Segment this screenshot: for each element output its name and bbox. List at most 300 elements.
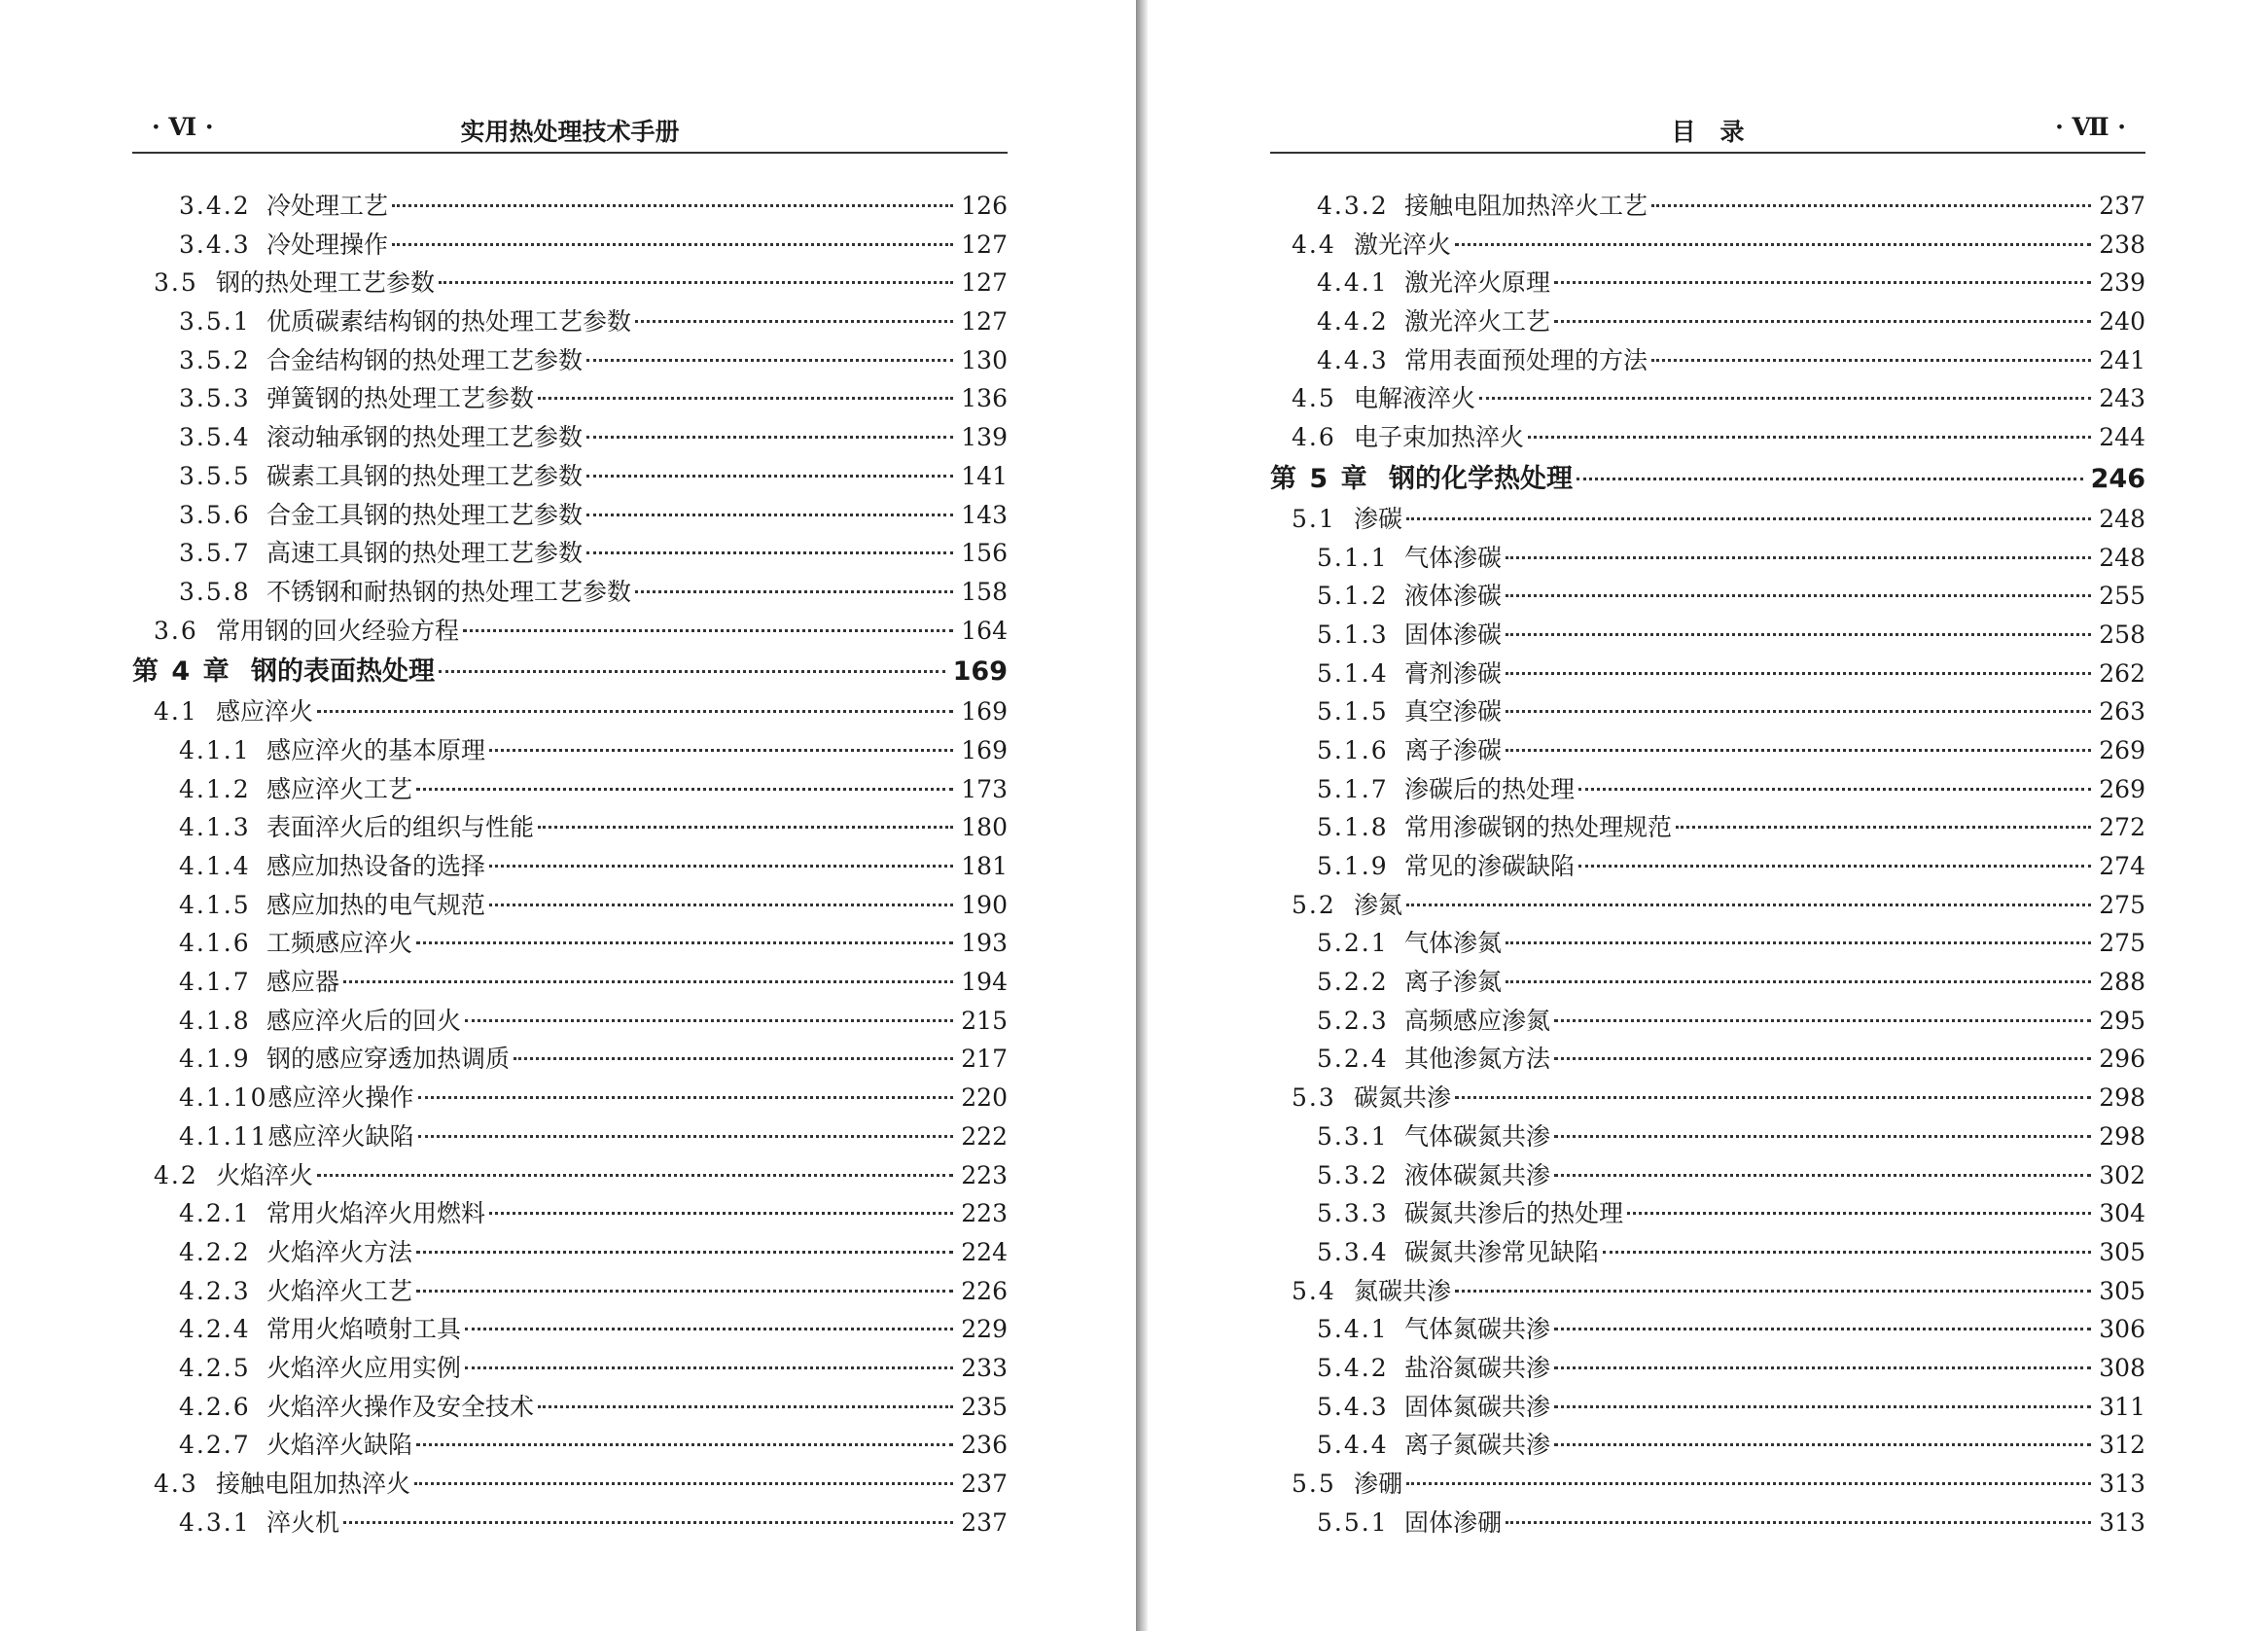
toc-entry-page: 275: [2099, 929, 2145, 958]
toc-entry-number: 5.1.4: [1317, 658, 1389, 688]
toc-entry-title: 渗硼: [1354, 1470, 1403, 1498]
toc-entry[interactable]: [1270, 924, 2145, 963]
toc-entry-page: 305: [2099, 1237, 2145, 1266]
toc-entry[interactable]: [1270, 692, 2145, 731]
toc-entry[interactable]: [132, 1194, 1008, 1233]
toc-entry[interactable]: [1270, 963, 2145, 1002]
toc-entry[interactable]: [1270, 1117, 2145, 1156]
toc-entry-page: 156: [961, 539, 1008, 568]
toc-dot-leader: [1651, 204, 2091, 207]
toc-dot-leader: [1479, 397, 2091, 400]
toc-entry[interactable]: [132, 379, 1008, 418]
toc-entry[interactable]: [132, 187, 1008, 226]
toc-entry-page: 244: [2099, 423, 2145, 452]
toc-entry-title: 气体渗氮: [1404, 929, 1503, 958]
toc-dot-leader: [1554, 1405, 2091, 1408]
toc-entry-page: 246: [2090, 463, 2145, 494]
toc-entry-page: 169: [961, 697, 1008, 727]
toc-entry-title: 气体氮碳共渗: [1404, 1315, 1551, 1344]
toc-entry-page: 305: [2099, 1276, 2145, 1305]
toc-entry-number: 3.5.2: [179, 345, 251, 374]
toc-entry[interactable]: [132, 963, 1008, 1002]
toc-entry-title: 感应淬火工艺: [266, 774, 413, 803]
toc-entry-page: 236: [961, 1431, 1008, 1460]
toc-entry[interactable]: [1270, 808, 2145, 847]
toc-entry-title: 钢的表面热处理: [251, 656, 435, 688]
toc-entry[interactable]: [132, 1002, 1008, 1041]
toc-dot-leader: [439, 281, 953, 284]
toc-dot-leader: [1455, 1096, 2091, 1099]
toc-entry[interactable]: [1270, 655, 2145, 693]
toc-entry-number: 4.2: [154, 1160, 198, 1189]
toc-entry-page: 143: [961, 500, 1008, 529]
toc-dot-leader: [586, 359, 953, 362]
toc-entry-title: 气体碳氮共渗: [1404, 1121, 1551, 1151]
toc-entry-number: 5.4: [1292, 1276, 1336, 1305]
toc-dot-leader: [1627, 1212, 2091, 1215]
toc-entry[interactable]: [1270, 1465, 2145, 1504]
book-title: 实用热处理技术手册: [460, 118, 680, 146]
toc-dot-leader: [1506, 672, 2091, 675]
toc-dot-leader: [586, 514, 953, 516]
toc-entry-number: 3.5.1: [179, 307, 251, 337]
toc-entry-title: 火焰淬火缺陷: [266, 1431, 413, 1460]
toc-dot-leader: [1406, 517, 2091, 520]
toc-entry-page: 263: [2099, 697, 2145, 727]
toc-entry[interactable]: [1270, 886, 2145, 925]
toc-entry-title: 激光淬火: [1354, 230, 1452, 259]
toc-entry-title: 工频感应淬火: [266, 929, 413, 958]
toc-entry-title: 其他渗氮方法: [1404, 1045, 1551, 1074]
toc-dot-leader: [586, 551, 953, 554]
toc-entry[interactable]: [132, 692, 1008, 731]
toc-entry-number: 4.1.7: [179, 968, 251, 997]
toc-entry-page: 141: [961, 461, 1008, 490]
toc-entry-title: 常用表面预处理的方法: [1404, 345, 1648, 374]
toc-entry[interactable]: [1270, 1194, 2145, 1233]
toc-dot-leader: [392, 243, 953, 246]
toc-entry-title: 感应加热设备的选择: [266, 852, 486, 880]
toc-entry-page: 311: [2099, 1392, 2145, 1421]
toc-entry-page: 169: [952, 656, 1008, 688]
toc-entry[interactable]: [1270, 264, 2145, 302]
toc-entry[interactable]: [132, 731, 1008, 770]
toc-entry-title: 高频感应渗氮: [1404, 1006, 1551, 1035]
toc-entry[interactable]: [1270, 379, 2145, 418]
toc-dot-leader: [1506, 633, 2091, 636]
toc-entry-page: 298: [2099, 1083, 2145, 1113]
toc-entry[interactable]: [132, 1426, 1008, 1465]
toc-entry-page: 239: [2099, 268, 2145, 298]
toc-entry[interactable]: [132, 1504, 1008, 1542]
toc-entry[interactable]: [132, 302, 1008, 341]
toc-dot-leader: [1651, 359, 2091, 362]
toc-entry-title: 火焰淬火: [216, 1160, 314, 1189]
toc-dot-leader: [465, 1328, 953, 1330]
toc-entry[interactable]: [132, 496, 1008, 535]
toc-entry-number: 4.2.6: [179, 1392, 251, 1421]
toc-dot-leader: [586, 475, 953, 478]
toc-entry-title: 感应淬火的基本原理: [266, 735, 486, 764]
toc-entry-number: 5.3.4: [1317, 1237, 1389, 1266]
left-toc-list: [132, 187, 1008, 1542]
toc-entry-number: 5.3.3: [1317, 1199, 1389, 1228]
toc-dot-leader: [1554, 281, 2091, 284]
toc-entry-title: 真空渗碳: [1404, 697, 1503, 727]
left-page-header: [132, 111, 1008, 154]
toc-dot-leader: [1554, 1443, 2091, 1446]
toc-entry[interactable]: [1270, 1272, 2145, 1311]
toc-dot-leader: [1455, 1290, 2091, 1293]
toc-entry[interactable]: [132, 886, 1008, 925]
toc-entry-title: 常用钢的回火经验方程: [216, 616, 460, 645]
toc-entry-number: 4.1: [154, 697, 198, 727]
toc-entry[interactable]: [132, 457, 1008, 496]
toc-entry[interactable]: [1270, 1349, 2145, 1388]
toc-entry-number: 4.1.9: [179, 1045, 251, 1074]
toc-entry[interactable]: [132, 418, 1008, 457]
toc-entry-page: 238: [2099, 230, 2145, 259]
toc-entry[interactable]: [1270, 418, 2145, 457]
toc-dot-leader: [439, 670, 945, 673]
toc-entry-page: 306: [2099, 1315, 2145, 1344]
toc-entry[interactable]: [1270, 1233, 2145, 1272]
toc-entry[interactable]: [1270, 187, 2145, 226]
right-toc-list: [1270, 187, 2145, 1542]
toc-dot-leader: [635, 590, 953, 593]
toc-entry-number: 4.1.8: [179, 1006, 251, 1035]
toc-entry[interactable]: [132, 1272, 1008, 1311]
toc-entry-page: 272: [2099, 813, 2145, 842]
toc-dot-leader: [317, 710, 953, 713]
toc-entry[interactable]: [132, 1349, 1008, 1388]
toc-dot-leader: [1554, 1366, 2091, 1369]
toc-entry-title: 高速工具钢的热处理工艺参数: [266, 539, 584, 568]
toc-entry[interactable]: [1270, 539, 2145, 578]
toc-entry-number: 5.2: [1292, 890, 1336, 919]
toc-entry[interactable]: [132, 1079, 1008, 1117]
toc-entry-number: 4.4.1: [1317, 268, 1389, 298]
toc-dot-leader: [1554, 1328, 2091, 1330]
toc-dot-leader: [1528, 436, 2091, 439]
toc-entry-page: 222: [961, 1121, 1008, 1151]
toc-entry-title: 固体渗硼: [1404, 1507, 1503, 1537]
toc-entry-page: 241: [2099, 345, 2145, 374]
toc-entry-page: 237: [961, 1507, 1008, 1537]
toc-dot-leader: [1406, 1482, 2091, 1485]
toc-entry-title: 火焰淬火应用实例: [266, 1353, 462, 1382]
toc-entry-title: 气体渗碳: [1404, 543, 1503, 572]
toc-entry-title: 常用渗碳钢的热处理规范: [1404, 813, 1673, 842]
toc-entry-number: 5.5.1: [1317, 1507, 1389, 1537]
toc-entry-number: 第 4 章: [132, 656, 231, 688]
toc-chapter-entry[interactable]: [132, 650, 1008, 692]
toc-dot-leader: [1506, 941, 2091, 944]
toc-dot-leader: [1406, 904, 2091, 906]
toc-entry-page: 224: [961, 1237, 1008, 1266]
toc-entry-number: 5.1.1: [1317, 543, 1389, 572]
toc-entry-number: 4.5: [1292, 384, 1336, 413]
toc-dot-leader: [416, 941, 953, 944]
toc-entry[interactable]: [1270, 577, 2145, 616]
toc-entry[interactable]: [1270, 770, 2145, 809]
toc-entry-number: 5.2.4: [1317, 1045, 1389, 1074]
toc-entry-number: 4.2.2: [179, 1237, 251, 1266]
toc-chapter-entry[interactable]: [1270, 457, 2145, 500]
toc-entry-number: 4.2.5: [179, 1353, 251, 1382]
toc-entry-page: 274: [2099, 852, 2145, 880]
toc-dot-leader: [1676, 826, 2091, 829]
toc-entry-number: 5.4.1: [1317, 1315, 1389, 1344]
toc-entry[interactable]: [132, 1117, 1008, 1156]
toc-dot-leader: [1506, 710, 2091, 713]
toc-entry-title: 淬火机: [266, 1507, 340, 1537]
toc-entry-page: 193: [961, 929, 1008, 958]
toc-entry-number: 3.5.3: [179, 384, 251, 413]
toc-entry-title: 感应淬火缺陷: [267, 1121, 414, 1151]
toc-entry-page: 226: [961, 1276, 1008, 1305]
toc-dot-leader: [418, 1096, 954, 1099]
toc-entry-page: 312: [2099, 1431, 2145, 1460]
toc-entry-title: 弹簧钢的热处理工艺参数: [266, 384, 535, 413]
toc-dot-leader: [343, 1521, 953, 1524]
toc-entry-number: 5.2.1: [1317, 929, 1389, 958]
toc-entry[interactable]: [132, 573, 1008, 612]
toc-entry-page: 215: [961, 1006, 1008, 1035]
toc-dot-leader: [1506, 980, 2091, 983]
left-page-number: · Ⅵ ·: [152, 113, 214, 141]
toc-entry-number: 4.3: [154, 1470, 198, 1498]
toc-entry-title: 钢的热处理工艺参数: [216, 268, 436, 298]
toc-entry-page: 237: [2099, 192, 2145, 220]
toc-entry-title: 常见的渗碳缺陷: [1404, 852, 1576, 880]
toc-entry-number: 3.5.8: [179, 577, 251, 606]
toc-entry-title: 离子渗氮: [1404, 968, 1503, 997]
toc-entry[interactable]: [1270, 500, 2145, 539]
toc-entry[interactable]: [1270, 731, 2145, 770]
toc-entry-page: 139: [961, 423, 1008, 452]
toc-entry-number: 5.1.8: [1317, 813, 1389, 842]
toc-entry-title: 火焰淬火方法: [266, 1237, 413, 1266]
toc-entry-page: 248: [2099, 504, 2145, 533]
toc-entry-title: 接触电阻加热淬火: [216, 1470, 411, 1498]
toc-entry[interactable]: [1270, 1002, 2145, 1041]
toc-entry-number: 3.5.5: [179, 461, 251, 490]
toc-dot-leader: [514, 1057, 953, 1060]
toc-entry[interactable]: [132, 612, 1008, 651]
toc-dot-leader: [489, 749, 953, 752]
toc-entry-number: 4.2.1: [179, 1199, 251, 1228]
toc-dot-leader: [416, 788, 953, 791]
toc-entry-title: 合金结构钢的热处理工艺参数: [266, 345, 584, 374]
toc-entry-title: 渗碳: [1354, 504, 1403, 533]
toc-entry[interactable]: [132, 770, 1008, 809]
toc-entry[interactable]: [1270, 341, 2145, 380]
toc-entry-page: 164: [961, 616, 1008, 645]
toc-entry-page: 127: [961, 268, 1008, 298]
toc-dot-leader: [1578, 865, 2091, 868]
toc-entry-number: 5.1.6: [1317, 735, 1389, 764]
toc-entry-number: 5.2.2: [1317, 968, 1389, 997]
toc-entry[interactable]: [132, 264, 1008, 302]
toc-entry-page: 158: [961, 577, 1008, 606]
toc-entry-number: 4.1.10: [179, 1083, 268, 1113]
toc-entry[interactable]: [132, 1040, 1008, 1079]
toc-entry[interactable]: [1270, 1156, 2145, 1195]
toc-entry-title: 盐浴氮碳共渗: [1404, 1353, 1551, 1382]
book-spine: [1136, 0, 1148, 1631]
toc-entry-page: 237: [961, 1470, 1008, 1498]
toc-entry-number: 4.3.2: [1317, 192, 1389, 220]
toc-entry-number: 5.1.7: [1317, 774, 1389, 803]
toc-dot-leader: [416, 1443, 953, 1446]
toc-dot-leader: [1554, 1057, 2091, 1060]
toc-entry[interactable]: [132, 226, 1008, 265]
toc-dot-leader: [586, 436, 953, 439]
toc-entry-number: 5.1.2: [1317, 582, 1389, 611]
toc-dot-leader: [1554, 1135, 2091, 1138]
toc-entry[interactable]: [132, 341, 1008, 380]
toc-entry-page: 235: [961, 1392, 1008, 1421]
toc-dot-leader: [463, 629, 953, 632]
toc-entry-number: 5.4.2: [1317, 1353, 1389, 1382]
toc-entry-page: 173: [961, 774, 1008, 803]
toc-dot-leader: [416, 1251, 953, 1254]
toc-entry-page: 296: [2099, 1045, 2145, 1074]
toc-entry[interactable]: [132, 1465, 1008, 1504]
toc-entry[interactable]: [1270, 226, 2145, 265]
toc-entry-number: 4.1.4: [179, 852, 251, 880]
toc-entry-number: 3.5.4: [179, 423, 251, 452]
toc-entry-page: 269: [2099, 735, 2145, 764]
toc-entry-page: 262: [2099, 658, 2145, 688]
toc-entry[interactable]: [132, 847, 1008, 886]
toc-entry-title: 渗氮: [1354, 890, 1403, 919]
right-page: [1148, 0, 2268, 1631]
toc-entry[interactable]: [132, 1233, 1008, 1272]
toc-entry[interactable]: [132, 1156, 1008, 1195]
toc-entry-title: 碳氮共渗: [1354, 1083, 1452, 1113]
toc-entry-title: 感应器: [266, 968, 340, 997]
toc-entry[interactable]: [1270, 847, 2145, 886]
toc-entry-title: 电解液淬火: [1354, 384, 1476, 413]
toc-entry-title: 表面淬火后的组织与性能: [266, 813, 535, 842]
toc-entry[interactable]: [1270, 616, 2145, 655]
toc-entry-page: 275: [2099, 890, 2145, 919]
toc-entry-page: 127: [961, 230, 1008, 259]
toc-entry[interactable]: [1270, 1426, 2145, 1465]
toc-entry-page: 127: [961, 307, 1008, 337]
toc-entry-title: 固体渗碳: [1404, 620, 1503, 649]
toc-entry[interactable]: [1270, 1040, 2145, 1079]
toc-entry-title: 离子氮碳共渗: [1404, 1431, 1551, 1460]
toc-entry[interactable]: [132, 1310, 1008, 1349]
toc-dot-leader: [1554, 1174, 2091, 1177]
toc-entry-page: 181: [961, 852, 1008, 880]
toc-entry-page: 220: [961, 1083, 1008, 1113]
toc-entry-number: 4.1.2: [179, 774, 251, 803]
toc-entry-title: 优质碳素结构钢的热处理工艺参数: [266, 307, 632, 337]
toc-entry-page: 229: [961, 1315, 1008, 1344]
right-page-number: · Ⅶ ·: [2055, 113, 2126, 141]
toc-entry[interactable]: [1270, 1504, 2145, 1542]
toc-entry-title: 液体渗碳: [1404, 582, 1503, 611]
toc-entry-page: 190: [961, 890, 1008, 919]
toc-entry-number: 5.4.3: [1317, 1392, 1389, 1421]
toc-entry-page: 295: [2099, 1006, 2145, 1035]
toc-entry-number: 5.3: [1292, 1083, 1336, 1113]
toc-entry-title: 接触电阻加热淬火工艺: [1404, 192, 1648, 220]
toc-dot-leader: [538, 397, 953, 400]
toc-dot-leader: [1506, 749, 2091, 752]
toc-entry-title: 渗碳后的热处理: [1404, 774, 1576, 803]
toc-entry-number: 4.6: [1292, 423, 1336, 452]
toc-entry-title: 固体氮碳共渗: [1404, 1392, 1551, 1421]
toc-entry[interactable]: [1270, 1388, 2145, 1427]
toc-dot-leader: [635, 320, 953, 323]
toc-dot-leader: [418, 1135, 954, 1138]
toc-entry-title: 感应淬火后的回火: [266, 1006, 462, 1035]
toc-dot-leader: [465, 1366, 953, 1369]
toc-entry-title: 火焰淬火操作及安全技术: [266, 1392, 535, 1421]
toc-entry-title: 感应淬火操作: [267, 1083, 414, 1113]
toc-entry[interactable]: [132, 534, 1008, 573]
toc-entry-title: 感应淬火: [216, 697, 314, 727]
toc-dot-leader: [1554, 320, 2091, 323]
toc-entry-number: 4.1.11: [179, 1121, 268, 1151]
toc-entry-number: 4.2.3: [179, 1276, 251, 1305]
toc-entry-page: 313: [2099, 1507, 2145, 1537]
toc-entry-number: 4.1.5: [179, 890, 251, 919]
toc-entry-number: 3.5.7: [179, 539, 251, 568]
toc-entry-page: 298: [2099, 1121, 2145, 1151]
toc-entry-title: 常用火焰淬火用燃料: [266, 1199, 486, 1228]
toc-entry-number: 5.2.3: [1317, 1006, 1389, 1035]
toc-entry-number: 5.4.4: [1317, 1431, 1389, 1460]
toc-entry-page: 255: [2099, 582, 2145, 611]
toc-entry-page: 169: [961, 735, 1008, 764]
toc-dot-leader: [1554, 1019, 2091, 1022]
toc-dot-leader: [1578, 788, 2091, 791]
toc-entry-title: 冷处理操作: [266, 230, 389, 259]
toc-entry-number: 5.1.3: [1317, 620, 1389, 649]
toc-entry-number: 4.4: [1292, 230, 1336, 259]
toc-entry[interactable]: [132, 808, 1008, 847]
toc-entry-title: 钢的感应穿透加热调质: [266, 1045, 511, 1074]
toc-dot-leader: [1603, 1251, 2091, 1254]
toc-entry-page: 217: [961, 1045, 1008, 1074]
toc-entry-number: 4.4.2: [1317, 307, 1389, 337]
toc-entry-title: 感应加热的电气规范: [266, 890, 486, 919]
toc-entry-title: 氮碳共渗: [1354, 1276, 1452, 1305]
toc-entry[interactable]: [1270, 1079, 2145, 1117]
toc-entry-page: 136: [961, 384, 1008, 413]
toc-entry-number: 3.5.6: [179, 500, 251, 529]
toc-entry[interactable]: [1270, 302, 2145, 341]
toc-entry-title: 膏剂渗碳: [1404, 658, 1503, 688]
toc-entry-number: 4.1.1: [179, 735, 251, 764]
toc-entry[interactable]: [132, 924, 1008, 963]
toc-entry-number: 3.4.2: [179, 192, 251, 220]
toc-dot-leader: [1577, 478, 2083, 480]
toc-entry-title: 离子渗碳: [1404, 735, 1503, 764]
toc-entry-number: 5.1: [1292, 504, 1336, 533]
right-page-header: [1270, 111, 2145, 154]
toc-entry-number: 4.4.3: [1317, 345, 1389, 374]
toc-entry-page: 130: [961, 345, 1008, 374]
toc-entry[interactable]: [1270, 1310, 2145, 1349]
toc-entry[interactable]: [132, 1388, 1008, 1427]
